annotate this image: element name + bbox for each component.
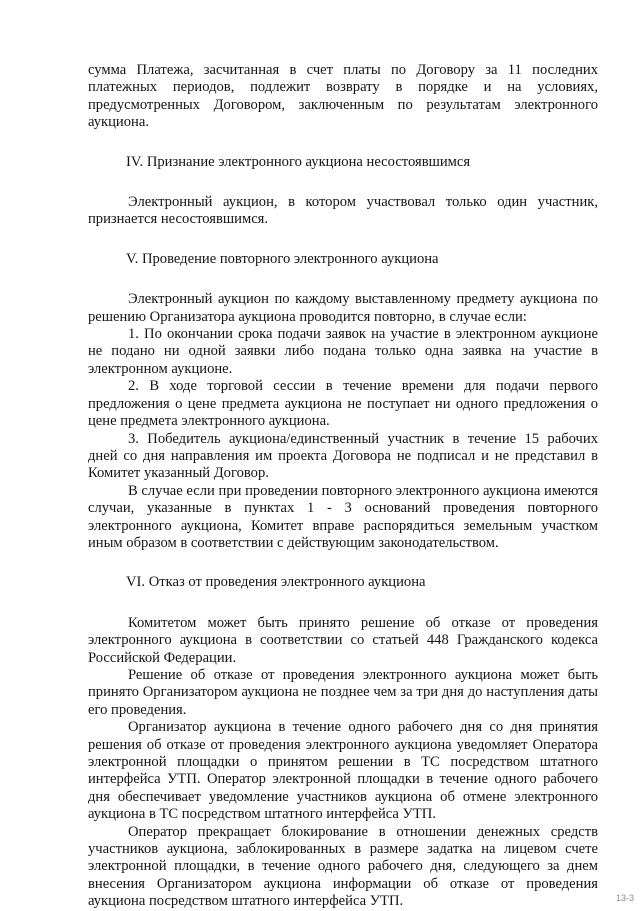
intro-paragraph: сумма Платежа, засчитанная в счет платы по Договору за 11 последних платежных периодов, подлежит возврату в порядке и на условиях, предусмотренных Договором, заключенным по результатам электронного аукциона. — [88, 62, 598, 131]
section-4-heading: IV. Признание электронного аукциона несостоявшимся — [126, 153, 471, 170]
section-6-paragraph-1: Комитетом может быть принято решение об отказе от проведения электронного аукциона в соответствии со статьей 448 Гражданского кодекса Российской Федерации. — [88, 614, 598, 666]
section-5-item-1: 1. По окончании срока подачи заявок на участие в электронном аукционе не подано ни одной заявки либо подана только одна заявка на участие в электронном аукционе. — [88, 326, 598, 377]
section-5-paragraph-5: В случае если при проведении повторного электронного аукциона имеются случаи, указанные в пунктах 1 - 3 оснований проведения повторного электронного аукциона, Комитет вправе распорядиться земельным участком иным образом в соответствии с действующим законодательством. — [88, 482, 598, 551]
section-6-paragraph-4: Оператор прекращает блокирование в отношении денежных средств участников аукциона, заблокированных в размере задатка на лицевом счете электронной площадки, в течение одного рабочего дня, следующего за днем внесения Организатором аукциона информации об отказе от проведения аукциона посредством штатного интерфейса УТП. — [88, 823, 598, 910]
section-5-item-2: 2. В ходе торговой сессии в течение времени для подачи первого предложения о цене предмета аукциона не поступает ни одного предложения о цене предмета электронного аукциона. — [88, 378, 598, 430]
section-5-paragraph-1: Электронный аукцион по каждому выставленному предмету аукциона по решению Организатора аукциона проводится повторно, в случае если: — [88, 291, 598, 325]
page-corner-mark: 13-3 — [615, 893, 634, 903]
section-5-item-3: 3. Победитель аукциона/единственный участник в течение 15 рабочих дней со дня направления им проекта Договора не подписал и не представил в Комитет указанный Договор. — [88, 430, 598, 482]
document-page — [88, 62, 598, 911]
section-6-paragraph-2: Решение об отказе от проведения электронного аукциона может быть принято Организатором аукциона не позднее чем за три дня до наступления даты его проведения. — [88, 666, 598, 718]
section-6-heading: VI. Отказ от проведения электронного аукциона — [126, 574, 426, 591]
section-5-heading: V. Проведение повторного электронного аукциона — [126, 250, 439, 267]
section-4-paragraph-1: Электронный аукцион, в котором участвовал только один участник, признается несостоявшимся. — [88, 194, 598, 228]
section-6-paragraph-3: Организатор аукциона в течение одного рабочего дня со дня принятия решения об отказе от проведения электронного аукциона уведомляет Оператора электронной площадки о принятом решении в ТС посредством штатного интерфейса УТП. Оператор электронной площадки в течение одного рабочего дня обеспечивает уведомление участников аукциона об отмене электронного аукциона в ТС посредством штатного интерфейса УТП. — [88, 719, 598, 823]
